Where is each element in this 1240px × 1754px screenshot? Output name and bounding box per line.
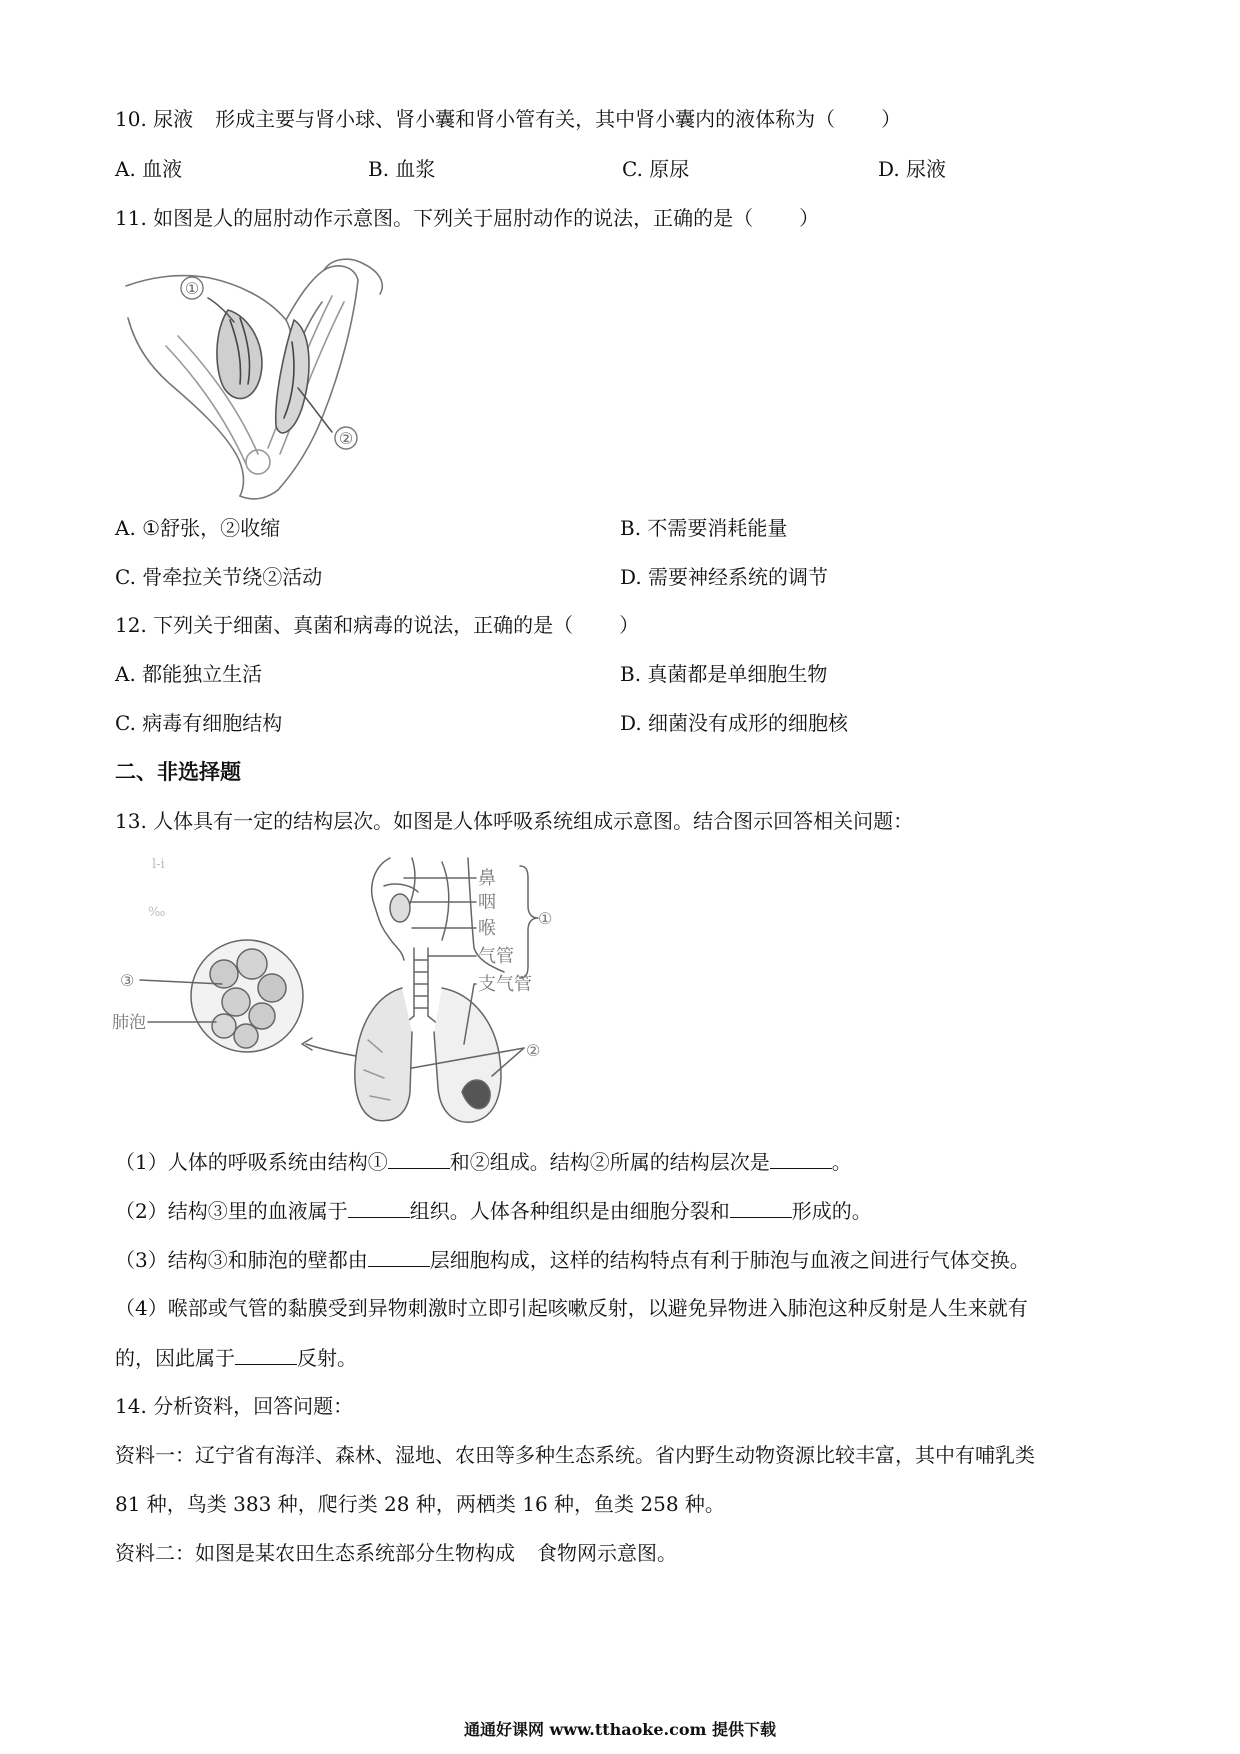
footer-suffix: 提供下载 <box>712 1720 777 1739</box>
q11-option-b: B. 不需要消耗能量 <box>620 516 788 540</box>
q13-part-3: （3）结构③和肺泡的壁都由 层细胞构成，这样的结构特点有利于肺泡与血液之间进行气体交换。 <box>115 1248 1030 1272</box>
q14-material-2: 资料二：如图是某农田生态系统部分生物构成 食物网示意图。 <box>115 1541 677 1565</box>
muscle-1-label: ① <box>184 279 200 298</box>
q13-part-2: （2）结构③里的血液属于 组织。人体各种组织是由细胞分裂和 形成的。 <box>115 1199 872 1223</box>
page-footer <box>0 1717 1240 1740</box>
q11-option-d: D. 需要神经系统的调节 <box>620 565 829 589</box>
answer-blank[interactable] <box>235 1344 297 1365</box>
q11-option-a: A. ①舒张，②收缩 <box>115 516 281 540</box>
label-larynx: 喉 <box>478 918 496 939</box>
label-nose: 鼻 <box>478 868 496 889</box>
q10-option-d: D. 尿液 <box>878 157 947 181</box>
section-heading: 二、非选择题 <box>115 759 241 784</box>
q12-option-a: A. 都能独立生活 <box>115 662 263 686</box>
q13-part-1: （1）人体的呼吸系统由结构① 和②组成。结构②所属的结构层次是 。 <box>115 1150 852 1174</box>
q12-option-d: D. 细菌没有成形的细胞核 <box>620 711 849 735</box>
q13-part-4-line-1: （4）喉部或气管的黏膜受到异物刺激时立即引起咳嗽反射，以避免异物进入肺泡这种反射是人生来就有 <box>115 1296 1028 1320</box>
q10-option-c: C. 原尿 <box>622 157 690 181</box>
label-bronchus: 支气管 <box>478 974 532 995</box>
q14-material-1-line-2: 81 种，鸟类 383 种，爬行类 28 种，两栖类 16 种，鱼类 258 种。 <box>115 1492 725 1516</box>
q13-part-4-line-2: 的，因此属于 反射。 <box>115 1346 357 1370</box>
answer-blank[interactable] <box>348 1197 410 1218</box>
footer-url[interactable]: www.tthaoke.com <box>549 1720 707 1739</box>
q14-stem: 14. 分析资料，回答问题： <box>115 1394 354 1418</box>
label-structure-3: ③ <box>120 971 135 990</box>
q13-stem: 13. 人体具有一定的结构层次。如图是人体呼吸系统组成示意图。结合图示回答相关问题： <box>115 809 914 833</box>
svg-text:‰: ‰ <box>148 905 166 920</box>
label-alveoli: 肺泡 <box>112 1013 146 1033</box>
elbow-flexion-figure <box>118 258 408 508</box>
q12-stem: 12. 下列关于细菌、真菌和病毒的说法，正确的是（ ） <box>115 613 640 637</box>
footer-site: 通通好课网 <box>463 1720 544 1739</box>
answer-blank[interactable] <box>388 1148 450 1169</box>
muscle-2-label: ② <box>338 429 354 448</box>
answer-blank[interactable] <box>368 1246 430 1267</box>
q11-option-c: C. 骨牵拉关节绕②活动 <box>115 565 323 589</box>
label-structure-1: ① <box>538 909 553 928</box>
answer-blank[interactable] <box>770 1148 832 1169</box>
q14-material-1-line-1: 资料一：辽宁省有海洋、森林、湿地、农田等多种生态系统。省内野生动物资源比较丰富，其中有哺乳类 <box>115 1443 1035 1467</box>
q12-option-b: B. 真菌都是单细胞生物 <box>620 662 828 686</box>
q12-option-c: C. 病毒有细胞结构 <box>115 711 283 735</box>
q10-option-b: B. 血浆 <box>368 157 436 181</box>
respiratory-system-figure <box>112 856 622 1126</box>
svg-text:l-i: l-i <box>152 857 165 872</box>
answer-blank[interactable] <box>730 1197 792 1218</box>
q11-stem: 11. 如图是人的屈肘动作示意图。下列关于屈肘动作的说法，正确的是（ ） <box>115 206 820 230</box>
label-pharynx: 咽 <box>478 892 496 913</box>
q10-stem: 10. 尿液 形成主要与肾小球、肾小囊和肾小管有关，其中肾小囊内的液体称为（ ） <box>115 107 902 131</box>
q10-option-a: A. 血液 <box>115 157 183 181</box>
label-trachea: 气管 <box>478 946 514 967</box>
label-structure-2: ② <box>526 1041 541 1060</box>
